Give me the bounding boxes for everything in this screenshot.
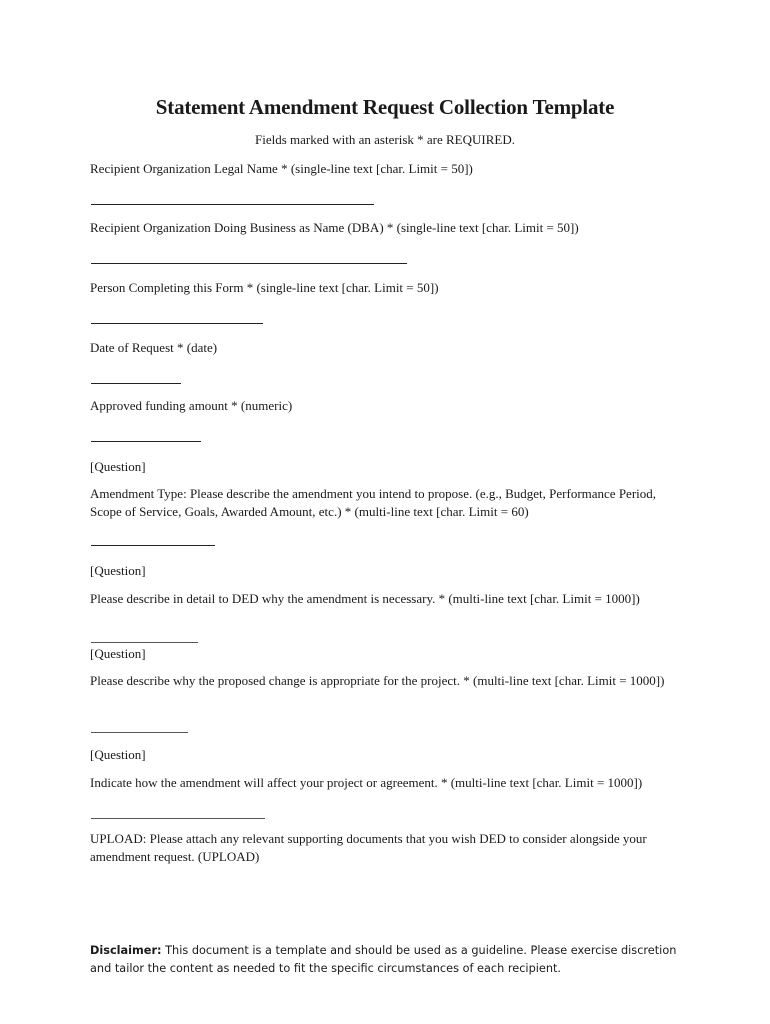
disclaimer-label: Disclaimer:: [90, 944, 162, 957]
required-fields-note: Fields marked with an asterisk * are REQUIRED.: [255, 132, 515, 147]
disclaimer-text: This document is a template and should be used as a guideline. Please exercise discretion and tailor the content as needed to fit the specific circumstances of each recipient.: [90, 944, 677, 975]
field-label-date-of-request: Date of Request * (date): [90, 340, 218, 355]
answer-line-funding-amount[interactable]: [91, 441, 201, 442]
disclaimer: [90, 942, 690, 978]
question-text-necessity: Please describe in detail to DED why the amendment is necessary. * (multi-line text [char. Limit = 1000]): [90, 591, 640, 606]
upload-instruction[interactable]: UPLOAD: Please attach any relevant supporting documents that you wish DED to consider alongside your amendment request. (UPLOAD): [90, 831, 647, 864]
answer-line-person-completing[interactable]: [91, 323, 263, 324]
page-title: Statement Amendment Request Collection Template: [155, 95, 615, 119]
answer-line-necessity[interactable]: [91, 642, 198, 643]
question-text-impact: Indicate how the amendment will affect your project or agreement. * (multi-line text [char. Limit = 1000]): [90, 775, 643, 790]
field-label-dba-name: Recipient Organization Doing Business as Name (DBA) * (single-line text [char. Limit = 50]): [90, 220, 579, 235]
answer-line-date-of-request[interactable]: [91, 383, 181, 384]
answer-line-dba-name[interactable]: [91, 263, 407, 264]
field-label-person-completing: Person Completing this Form * (single-line text [char. Limit = 50]): [90, 280, 439, 295]
question-heading-necessity: [Question]: [90, 563, 146, 578]
answer-line-appropriateness[interactable]: [91, 732, 188, 733]
answer-line-amendment-type[interactable]: [91, 545, 215, 546]
field-label-funding-amount: Approved funding amount * (numeric): [90, 398, 293, 413]
field-label-legal-name: Recipient Organization Legal Name * (single-line text [char. Limit = 50]): [90, 161, 473, 176]
answer-line-legal-name[interactable]: [91, 204, 374, 205]
question-heading-impact: [Question]: [90, 747, 146, 762]
question-text-amendment-type: Amendment Type: Please describe the amendment you intend to propose. (e.g., Budget, Performance Period, Scope of Service, Goals, Awarded Amount, etc.) * (multi-line text [char. Limit = 60): [90, 486, 657, 519]
question-text-appropriateness: Please describe why the proposed change is appropriate for the project. * (multi-line text [char. Limit = 1000]): [90, 673, 665, 688]
question-heading-appropriateness: [Question]: [90, 646, 146, 661]
answer-line-impact[interactable]: [91, 818, 265, 819]
question-heading-amendment-type: [Question]: [90, 459, 146, 474]
